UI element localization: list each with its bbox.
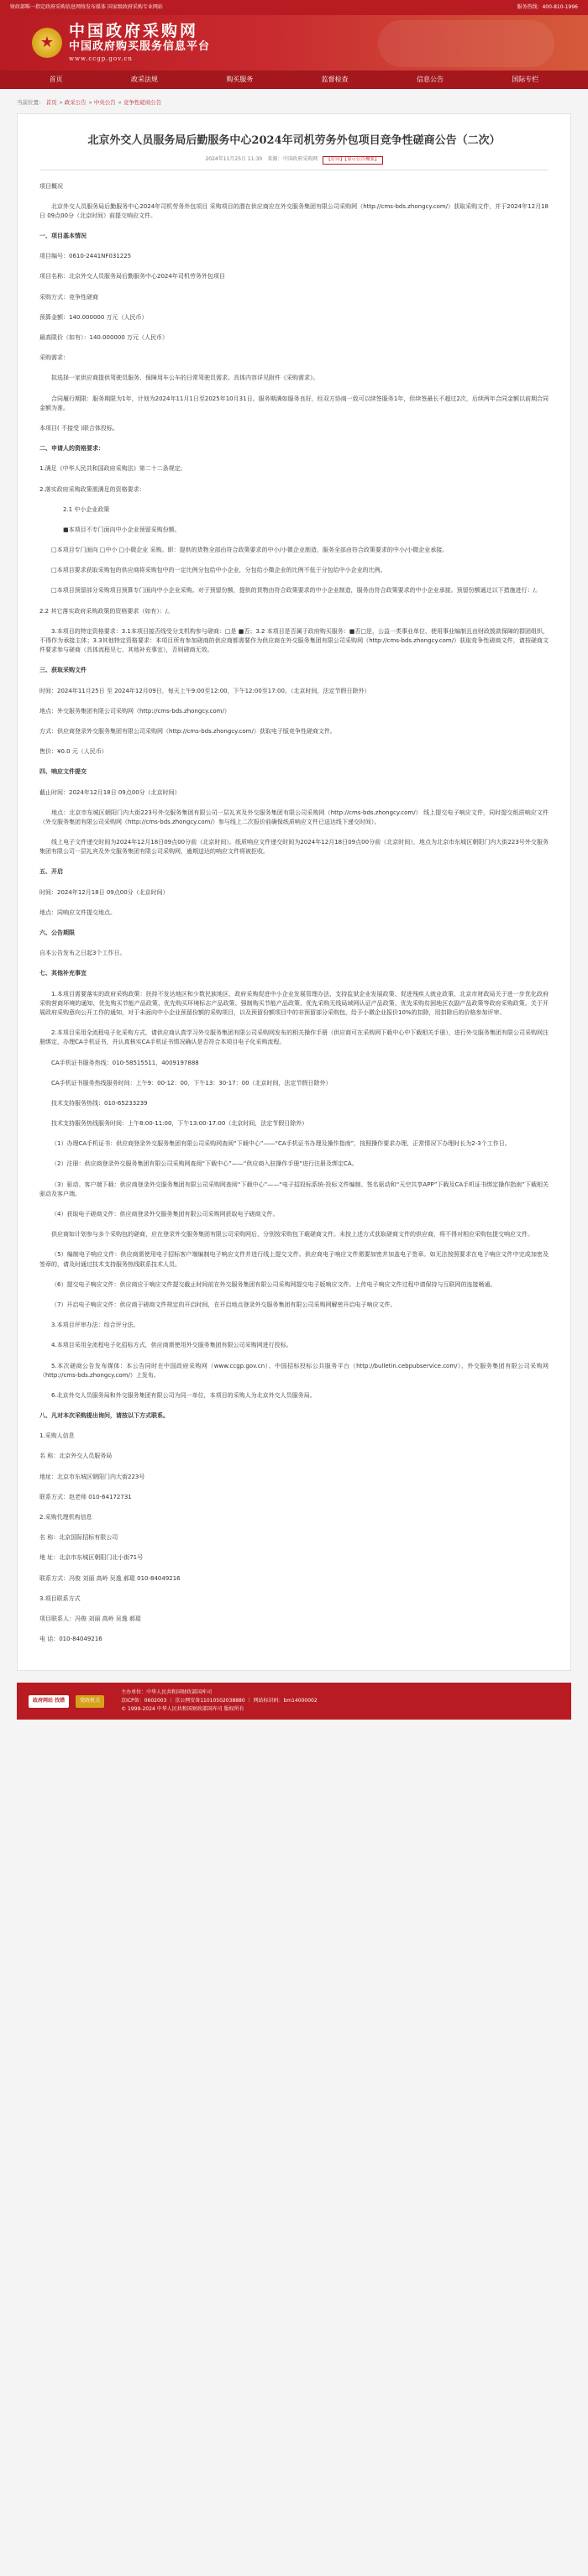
article-paragraph: 2.本项目采用全流程电子化采购方式，请供应商认真学习外交服务集团有限公司采购网发布的相关操作手册（供应商可在采购网下载中心中下载相关手册），进行外交服务集团有限公司采购网注册绑定，办理CA手机证书，并认真核实CA手机证书情况确认是否符合本项目电子化采购流程。 bbox=[39, 1029, 549, 1046]
article-paragraph: 电 话：010-84049216 bbox=[39, 1636, 102, 1643]
print-button[interactable]: 【打印】【显示公告概要】 bbox=[323, 156, 382, 165]
section-heading: 一、项目基本情况 bbox=[39, 233, 87, 240]
article-paragraph: 1.采购人信息 bbox=[39, 1432, 75, 1440]
article-source: 来源：中国政府采购网 bbox=[267, 156, 318, 163]
nav-home[interactable]: 首页 bbox=[49, 76, 63, 84]
article-paragraph: 2.1 中小企业政策 bbox=[63, 505, 110, 513]
nav-purchase-services[interactable]: 购买服务 bbox=[226, 76, 254, 84]
platform-name: 中国政府购买服务信息平台 bbox=[69, 40, 211, 54]
party-gov-logo[interactable]: 党政机关 bbox=[76, 1695, 104, 1708]
breadcrumb-sep: » bbox=[118, 99, 122, 106]
article-paragraph: 拟选择一家供应商提供驾驶员服务、保障用车公车的日常驾驶员需求。具体内容详见附件《采购需求》。 bbox=[51, 374, 319, 382]
article-paragraph: 1.满足《中华人民共和国政府采购法》第二十二条规定; bbox=[39, 465, 183, 473]
article-paragraph: □本项目预留部分采购项目预算专门面向中小企业采购。对于预留份额，提供的货物由符合政策要求的中小企业制造，服务由符合政策要求的中小企业承接。预留份额通过以下措施进行：/。 bbox=[51, 587, 541, 594]
article-paragraph: （6）提交电子响应文件：供应商应于响应文件提交截止时间前在外交服务集团有限公司采购网提交电子版响应文件。上传电子响应文件过程中请保持与互联网的连接畅通。 bbox=[51, 1280, 496, 1288]
section-heading: 八、凡对本次采购提出询问，请按以下方式联系。 bbox=[39, 1412, 169, 1420]
article-body bbox=[39, 182, 549, 1645]
error-report-logo[interactable]: 政府网站 找错 bbox=[29, 1695, 69, 1708]
breadcrumb-current[interactable]: 竞争性磋商公告 bbox=[123, 99, 162, 106]
article-meta bbox=[39, 156, 549, 165]
article-paragraph: 供应商如计划参与多个采购包的磋商，应在登录外交服务集团有限公司采购网后，分别按采购包下载磋商文件。未按上述方式获取磋商文件的供应商，将不得对相应采购包提交响应文件。 bbox=[51, 1231, 533, 1238]
article-paragraph: 合同履行期限：服务期限为1年，计划为2024年11月1日至2025年10月31日。服务期满如服务良好，经双方协商一致可以续签服务1年，但续签最长不超过2次，后续两年合同金额以前期合同金额为准。 bbox=[39, 395, 549, 411]
article-paragraph: 2.采购代理机构信息 bbox=[39, 1514, 92, 1521]
top-bar bbox=[0, 0, 588, 15]
site-url: www.ccgp.gov.cn bbox=[69, 55, 133, 62]
article-paragraph: 地址：北京市东城区朝阳门内大街223号 bbox=[39, 1473, 145, 1480]
article-paragraph: 3.项目联系方式 bbox=[39, 1594, 81, 1602]
article-paragraph: 时间：2024年11月25日 至 2024年12月09日，每天上午9:00至12:00，下午12:00至17:00。（北京时间，法定节假日除外） bbox=[39, 687, 370, 694]
article-paragraph: CA手机证书服务热线服务时间：上午9：00-12：00，下午13：30-17：00（北京时间，法定节假日除外） bbox=[51, 1079, 332, 1086]
article-paragraph: 线上电子文件递交时间为2024年12月18日09点00分前（北京时间）。纸质响应文件递交时间为2024年12月18日09点00分前（北京时间），地点为北京市东城区朝阳门内大街223号外交服务集团有限公司一层礼宾及外交服务集团有限公司采购网，逾期送达的响应文件将被拒收。 bbox=[39, 839, 549, 856]
footer-icp: 京ICP备：0602003 ｜ 京公网安备11010502038880 ｜ 网站标识码：bm14000002 bbox=[121, 1698, 318, 1704]
article-paragraph: 联系方式：冯俊 刘丽 高岭 吴逸 郝琨 010-84049216 bbox=[39, 1574, 181, 1582]
national-emblem-icon: ★ bbox=[32, 28, 62, 58]
article-paragraph: CA手机证书服务热线：010-58515511，4009197888 bbox=[51, 1059, 199, 1066]
article-paragraph: 4.本项目采用全流程电子化招标方式，供应商需使用外交服务集团有限公司采购网进行投标。 bbox=[51, 1342, 292, 1349]
article-paragraph: 2.2 其它落实政府采购政策的资格要求（如有）：/。 bbox=[39, 607, 174, 615]
article-paragraph: 采购方式：竞争性磋商 bbox=[39, 293, 98, 301]
service-hotline: 服务热线：400-810-1996 bbox=[517, 3, 578, 10]
article-paragraph: 地点：外交服务集团有限公司采购网（http://cms-bds.zhongcy.com/） bbox=[39, 707, 230, 715]
article-paragraph: （7）开启电子响应文件：供应商于磋商文件规定的开启时间，在开启地点登录外交服务集团有限公司采购网解密开启电子响应文件。 bbox=[51, 1301, 396, 1308]
article-paragraph: 时间：2024年12月18日 09点00分（北京时间） bbox=[39, 888, 169, 896]
article-paragraph: 技术支持服务热线：010-65233239 bbox=[51, 1099, 148, 1107]
nav-supervision[interactable]: 监督检查 bbox=[321, 76, 349, 84]
site-banner bbox=[0, 15, 588, 71]
section-heading: 四、响应文件提交 bbox=[39, 768, 87, 776]
breadcrumb-sep: » bbox=[88, 99, 92, 106]
article-paragraph: 项目联系人：冯俊 刘丽 高岭 吴逸 郝琨 bbox=[39, 1615, 141, 1622]
article-paragraph: □本项目专门面向 □中小 □小微企业 采购。即：提供的货物全部由符合政策要求的中小/小微企业制造，服务全部由符合政策要求的中小/小微企业承接。 bbox=[51, 547, 449, 554]
breadcrumb-notices[interactable]: 政采公告 bbox=[64, 99, 87, 106]
top-bar-slogan: 财政部唯一指定政府采购信息网络发布媒体 国家级政府采购专业网站 bbox=[10, 3, 163, 10]
section-heading: 三、获取采购文件 bbox=[39, 667, 87, 674]
main-nav bbox=[0, 71, 588, 89]
footer-copyright: © 1999-2024 中华人民共和国财政部国库司 版权所有 bbox=[121, 1706, 244, 1713]
article-paragraph: （1）办理CA手机证书：供应商登录外交服务集团有限公司采购网查阅“下载中心”——“CA手机证书办理及操作指南”，按照操作要求办理，正常情况下办理时长为2-3个工作日。 bbox=[51, 1140, 511, 1148]
article-paragraph: 方式：供应商登录外交服务集团有限公司采购网（http://cms-bds.zhongcy.com/）获取电子版竞争性磋商文件。 bbox=[39, 727, 336, 735]
nav-announcements[interactable]: 信息公告 bbox=[416, 76, 444, 84]
article-paragraph: ■本项目不专门面向中小企业预留采购份额。 bbox=[63, 526, 181, 533]
footer-host: 主办单位：中华人民共和国财政部国库司 bbox=[121, 1689, 213, 1696]
nav-international[interactable]: 国际专栏 bbox=[512, 76, 539, 84]
article-paragraph: □本项目要求获取采购包的供应商将采购包中的一定比例分包给中小企业，分包给小微企业的比例不低于分包给中小企业的比例。 bbox=[51, 567, 386, 574]
article-paragraph: 3.本项目评审办法：综合评分法。 bbox=[51, 1322, 139, 1329]
section-heading: 六、公告期限 bbox=[39, 929, 75, 937]
article-paragraph: 地 址：北京市东城区朝阳门北小街71号 bbox=[39, 1554, 144, 1562]
article-paragraph: 技术支持服务热线服务时间：上午8:00-11:00，下午13:00-17:00（北京时间，法定节假日除外） bbox=[51, 1120, 308, 1128]
article-paragraph: 预算金额：140.000000 万元（人民币） bbox=[39, 313, 148, 321]
site-footer bbox=[17, 1683, 571, 1720]
section-heading: 二、申请人的资格要求： bbox=[39, 445, 104, 453]
article-paragraph: 名 称：北京外交人员服务局 bbox=[39, 1453, 113, 1460]
banner-decoration bbox=[378, 20, 554, 67]
article-paragraph: 地点：同响应文件提交地点。 bbox=[39, 908, 116, 916]
article-paragraph: 自本公告发布之日起3个工作日。 bbox=[39, 950, 126, 957]
article-paragraph: 联系方式：赵老师 010-64172731 bbox=[39, 1493, 132, 1500]
nav-regulations[interactable]: 政采法规 bbox=[130, 76, 158, 84]
article-title: 北京外交人员服务局后勤服务中心2024年司机劳务外包项目竞争性磋商公告（二次） bbox=[87, 134, 501, 148]
article-paragraph: 本项目( 不接受 )联合体投标。 bbox=[39, 424, 118, 432]
article-paragraph: 项目编号：0610-2441NF031225 bbox=[39, 253, 132, 260]
article-paragraph: 2.落实政府采购政策需满足的资格要求： bbox=[39, 485, 145, 493]
article-paragraph: 3.本项目的特定资格要求：3.1本项目接否线受分支机构参与磋商：□是 ■否；3.2 本项目是否属于政府购买服务：■否□是，公益一类事业单位、使用事业编制且由财政拨款保障的群团组织，不得作为承接主体；3.3其他特定资格要求：本项目所有参加磋商的供应商都需要作为供应商在外交服务集团有限公司采购网（http://cms-bds.zhongcy.com/）获取竞争性磋商文件，请按磋商文件要求参与磋商（具体流程见七、其他补充事宜），否则磋商无效。 bbox=[39, 627, 549, 654]
article-paragraph: （3）驱动、客户端下载：供应商登录外交服务集团有限公司采购网查阅“下载中心”——“电子招投标系统-投标文件编制、签名驱动和“天空共享APP”下载及CA手机证书绑定操作指南”下载相关驱动及客户端。 bbox=[39, 1181, 549, 1197]
article-panel bbox=[17, 113, 571, 1671]
article-paragraph: 项目概况 bbox=[39, 182, 63, 190]
article-paragraph: （2）注册：供应商登录外交服务集团有限公司采购网查阅“下载中心”——“供应商入驻操作手册”进行注册及绑定CA。 bbox=[51, 1160, 358, 1168]
article-paragraph: 名 称：北京国际招标有限公司 bbox=[39, 1534, 118, 1542]
breadcrumb-label: 当前位置： bbox=[17, 99, 45, 106]
breadcrumb-central[interactable]: 中央公告 bbox=[93, 99, 116, 106]
article-paragraph: 6.北京外交人员服务局和外交服务集团有限公司为同一单位，本项目的采购人为北京外交人员服务局。 bbox=[51, 1391, 316, 1399]
article-paragraph: 5.本次磋商公告发布媒体：本公告同时在中国政府采购网（www.ccgp.gov.cn）、中国招标投标公共服务平台（http://bulletin.cebpubservice.com/）、外交服务集团有限公司采购网（http://cms-bds.zhongcy.com/）上发布。 bbox=[39, 1362, 549, 1379]
article-paragraph: 地点：北京市东城区朝阳门内大街223号外交服务集团有限公司一层礼宾及外交服务集团有限公司采购网（http://cms-bds.zhongcy.com/） 线上提交电子响应文件，同时提交纸质响应文件（外交服务集团有限公司采购网（http://cms-bds.zhongcy.com/）参与线上二次报价前确保纸质响应文件已送达线下递交时间）。 bbox=[39, 809, 549, 825]
article-paragraph: 北京外交人员服务局后勤服务中心2024年司机劳务外包项目 采购项目的潜在供应商应在外交服务集团有限公司采购网（http://cms-bds.zhongcy.com/）获取采购文件，并于2024年12月18日 09点00分（北京时间）前提交响应文件。 bbox=[39, 202, 549, 219]
article-paragraph: 截止时间：2024年12月18日 09点00分（北京时间） bbox=[39, 788, 181, 796]
breadcrumb-home[interactable]: 首页 bbox=[45, 99, 57, 106]
article-paragraph: 售价：¥0.0 元（人民币） bbox=[39, 748, 108, 756]
article-paragraph: 最高限价（如有）：140.000000 万元（人民币） bbox=[39, 334, 169, 342]
article-paragraph: 1.本项目需要落实的政府采购政策：扶持不发达地区和少数民族地区、政府采购促进中小企业发展管理办法、支持监狱企业发展政策、促进残疾人就业政策、北京市财政局关于进一步优化政府采购营商环境的通知、优先购买节能产品政策、优先购买环境标志产品政策、强制购买节能产品政策、优先采购无线局域网认证产品政策、优先采购贫困地区农副产品政策等政府采购政策。关于开展政府采购意向公开工作的通知，对于未面向中小企业预留份额的采购项目，以及预留份额项目中的非预留部分采购包，给予小微企业报价10%的扣除，用扣除后的价格参加评审。 bbox=[39, 990, 549, 1016]
article-paragraph: （4）获取电子磋商文件：供应商登录外交服务集团有限公司采购网获取电子磋商文件。 bbox=[51, 1211, 279, 1218]
article-paragraph: （5）编制电子响应文件：供应商需使用电子招标客户端编制电子响应文件并进行线上提交文件。供应商电子响应文件需要加密并加盖电子签章。如无法按照要求在电子响应文件中完成加密及签章的，请及时通过技术支持服务热线联系技术人员。 bbox=[39, 1251, 549, 1268]
article-paragraph: 项目名称：北京外交人员服务局后勤服务中心2024年司机劳务外包项目 bbox=[39, 273, 225, 280]
article-paragraph: 采购需求： bbox=[39, 354, 69, 362]
article-date: 2024年11月25日 11:30 bbox=[205, 156, 263, 163]
site-name[interactable]: 中国政府采购网 bbox=[69, 22, 199, 41]
breadcrumb bbox=[17, 96, 571, 110]
section-heading: 七、其他补充事宜 bbox=[39, 970, 87, 977]
breadcrumb-sep: » bbox=[59, 99, 63, 106]
section-heading: 五、开启 bbox=[39, 868, 63, 876]
